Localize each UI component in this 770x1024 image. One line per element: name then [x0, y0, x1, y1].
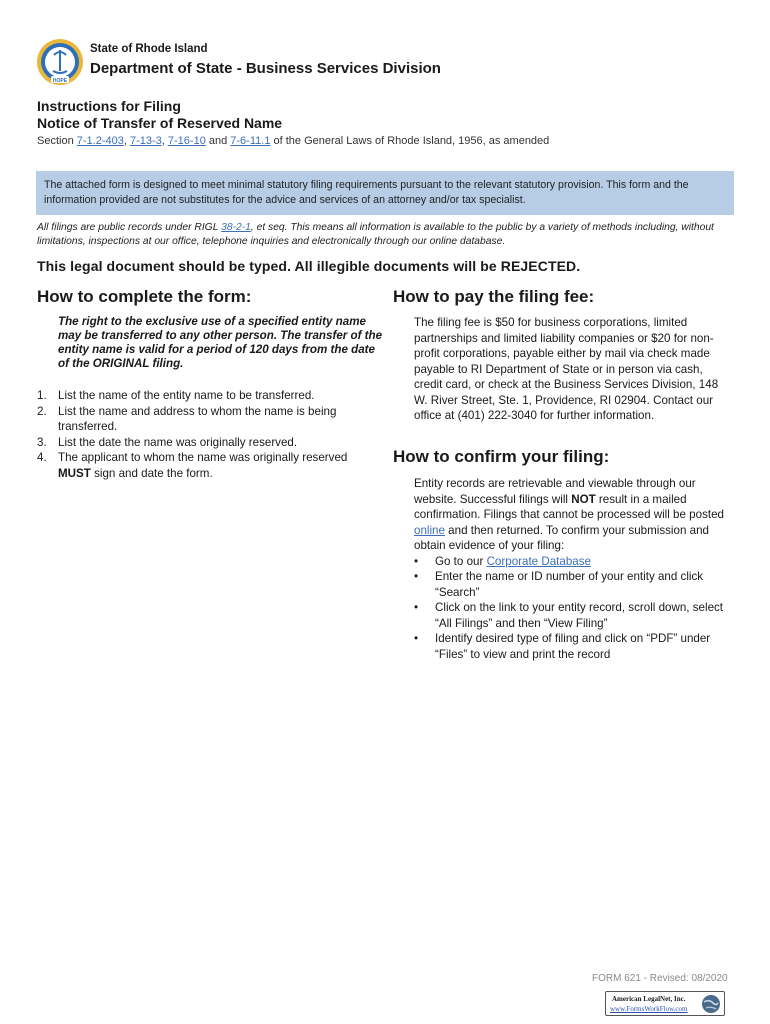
- fee-text: The filing fee is $50 for business corporations, limited partnerships and limited liability companies or $20 for non-profit corporations, payable either by mail via check made payable to RI Department of State or in person via cash, credit card, or check at the Business Services Division, 148 W. River Street, Ste. 1, Providence, RI 02904. Contact our office at (401) 222-3040 for further information.: [414, 316, 719, 422]
- sections-suffix: of the General Laws of Rhode Island, 1956, as amended: [270, 135, 550, 147]
- sections-separator: ,: [161, 135, 168, 147]
- step-text: List the date the name was originally reserved.: [58, 435, 298, 449]
- publisher-name: American LegalNet, Inc.: [612, 995, 686, 1003]
- bullet-icon: •: [414, 570, 419, 583]
- department-name: Department of State - Business Services Division: [90, 60, 441, 77]
- publisher-badge: [605, 991, 725, 1016]
- list-item: [37, 404, 382, 435]
- public-records-text: , et seq. This means all information is available to the public by a variety of methods including, without limitations, inspections at our office, telephone inquiries and electronically through our online database.: [37, 222, 714, 247]
- list-item: [37, 388, 382, 404]
- confirm-steps: [414, 554, 734, 663]
- bullet-icon: •: [414, 601, 419, 614]
- bullet-text: Identify desired type of filing and click on “PDF” under “Files” to view and print the record: [435, 632, 711, 661]
- step-number: 1.: [37, 389, 47, 402]
- step-emphasis: MUST: [58, 466, 91, 480]
- list-item: [37, 450, 382, 481]
- bullet-icon: •: [414, 554, 419, 568]
- complete-form-heading: How to complete the form:: [37, 287, 252, 306]
- bullet-text: Go to our: [435, 554, 487, 568]
- statute-link-4[interactable]: 7-6-11.1: [230, 135, 271, 147]
- step-text: The applicant to whom the name was originally reserved: [58, 451, 348, 464]
- sections-separator: and: [205, 135, 231, 147]
- online-link[interactable]: online: [414, 523, 445, 537]
- confirm-emphasis: NOT: [571, 492, 596, 506]
- public-records-text: All filings are public records under RIGL: [37, 222, 222, 233]
- confirm-paragraph: [414, 476, 734, 554]
- rigl-link[interactable]: 38-2-1: [221, 222, 251, 233]
- confirm-text: Entity records are retrievable and viewable through our website. Successful filings will: [414, 477, 696, 506]
- statute-link-2[interactable]: 7-13-3: [129, 135, 162, 147]
- bullet-text: Enter the name or ID number of your entity and click “Search”: [435, 570, 704, 599]
- step-text: List the name and address to whom the name is being transferred.: [58, 404, 337, 433]
- confirm-text: result in a mailed confirmation. Filings that cannot be processed will be posted: [414, 492, 724, 521]
- bullet-icon: •: [414, 632, 419, 645]
- step-text: List the name of the entity name to be transferred.: [58, 389, 315, 402]
- title-line-1: Instructions for Filing: [37, 98, 181, 114]
- bullet-text: Click on the link to your entity record, scroll down, select “All Filings” and then “View Filing”: [435, 601, 724, 630]
- list-item: [414, 569, 734, 600]
- document-title: [37, 98, 282, 132]
- sections-separator: ,: [123, 135, 130, 147]
- statute-link-3[interactable]: 7-16-10: [167, 135, 206, 147]
- statute-references: [37, 135, 549, 147]
- statute-link-1[interactable]: 7-1.2-403: [76, 135, 124, 147]
- sections-prefix: Section: [37, 135, 77, 147]
- title-line-2: Notice of Transfer of Reserved Name: [37, 115, 283, 131]
- list-item: [414, 554, 734, 570]
- pay-fee-heading: How to pay the filing fee:: [393, 287, 595, 306]
- typed-requirement-notice: This legal document should be typed. All illegible documents will be REJECTED.: [37, 258, 581, 274]
- confirm-text: and then returned. To confirm your submission and obtain evidence of your filing:: [414, 523, 709, 552]
- list-item: [414, 631, 734, 662]
- disclaimer-box: The attached form is designed to meet minimal statutory filing requirements pursuant to the relevant statutory provision. This form and the information provided are not substitutes for the advice and services of an attorney and/or tax specialist.: [36, 171, 734, 215]
- step-number: 4.: [37, 451, 47, 464]
- transfer-note: The right to the exclusive use of a specified entity name may be transferred to any other person. The transfer of the entity name is valid for a period of 120 days from the date of the ORIGINAL filing.: [58, 315, 383, 370]
- instruction-steps: [37, 388, 382, 481]
- corporate-database-link[interactable]: Corporate Database: [486, 554, 591, 568]
- step-text: sign and date the form.: [90, 466, 213, 480]
- state-name: State of Rhode Island: [90, 43, 208, 55]
- seal-motto: HOPE: [52, 78, 68, 84]
- step-number: 2.: [37, 404, 47, 418]
- form-revision: FORM 621 - Revised: 08/2020: [592, 973, 728, 984]
- step-number: 3.: [37, 435, 47, 449]
- ri-state-seal-icon: [36, 38, 84, 86]
- globe-icon: [701, 994, 721, 1014]
- confirm-section: [414, 476, 734, 662]
- confirm-filing-heading: How to confirm your filing:: [393, 447, 610, 466]
- publisher-link[interactable]: www.FormsWorkFlow.com: [610, 1005, 688, 1013]
- public-records-notice: [37, 221, 737, 249]
- list-item: [414, 600, 734, 631]
- list-item: [37, 435, 382, 451]
